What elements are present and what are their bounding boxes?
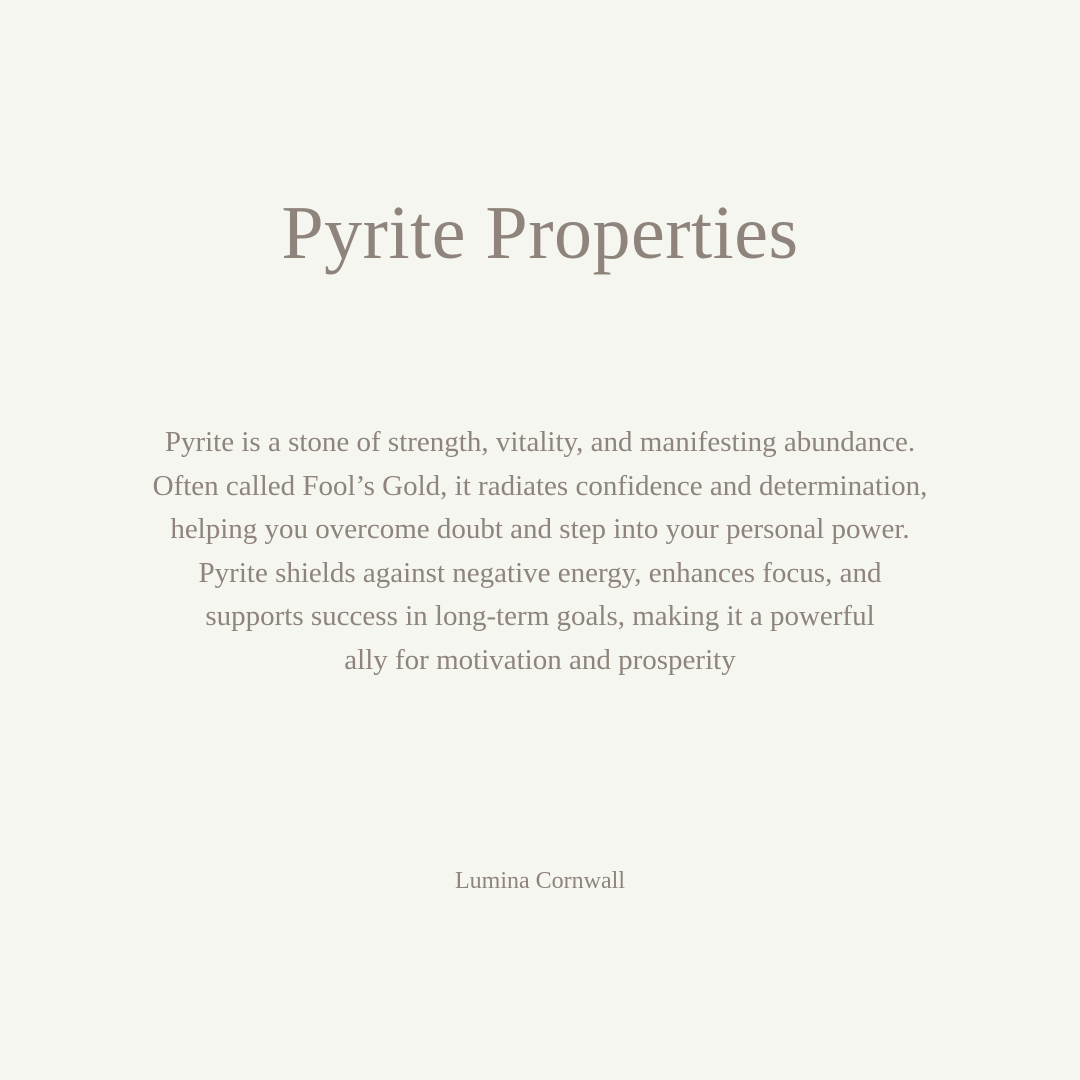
- description-line: supports success in long-term goals, making it a powerful: [205, 600, 875, 632]
- description-line: Pyrite shields against negative energy, enhances focus, and: [198, 556, 882, 589]
- author-signature: Lumina Cornwall: [455, 868, 625, 894]
- page-title: Pyrite Properties: [281, 191, 799, 275]
- description-line: Pyrite is a stone of strength, vitality, and manifesting abundance.: [164, 426, 916, 458]
- description-line: Often called Fool’s Gold, it radiates confidence and determination,: [152, 469, 928, 502]
- description-line: helping you overcome doubt and step into your personal power.: [170, 513, 910, 545]
- description-line: ally for motivation and prosperity: [344, 643, 736, 676]
- description-text: [90, 421, 990, 682]
